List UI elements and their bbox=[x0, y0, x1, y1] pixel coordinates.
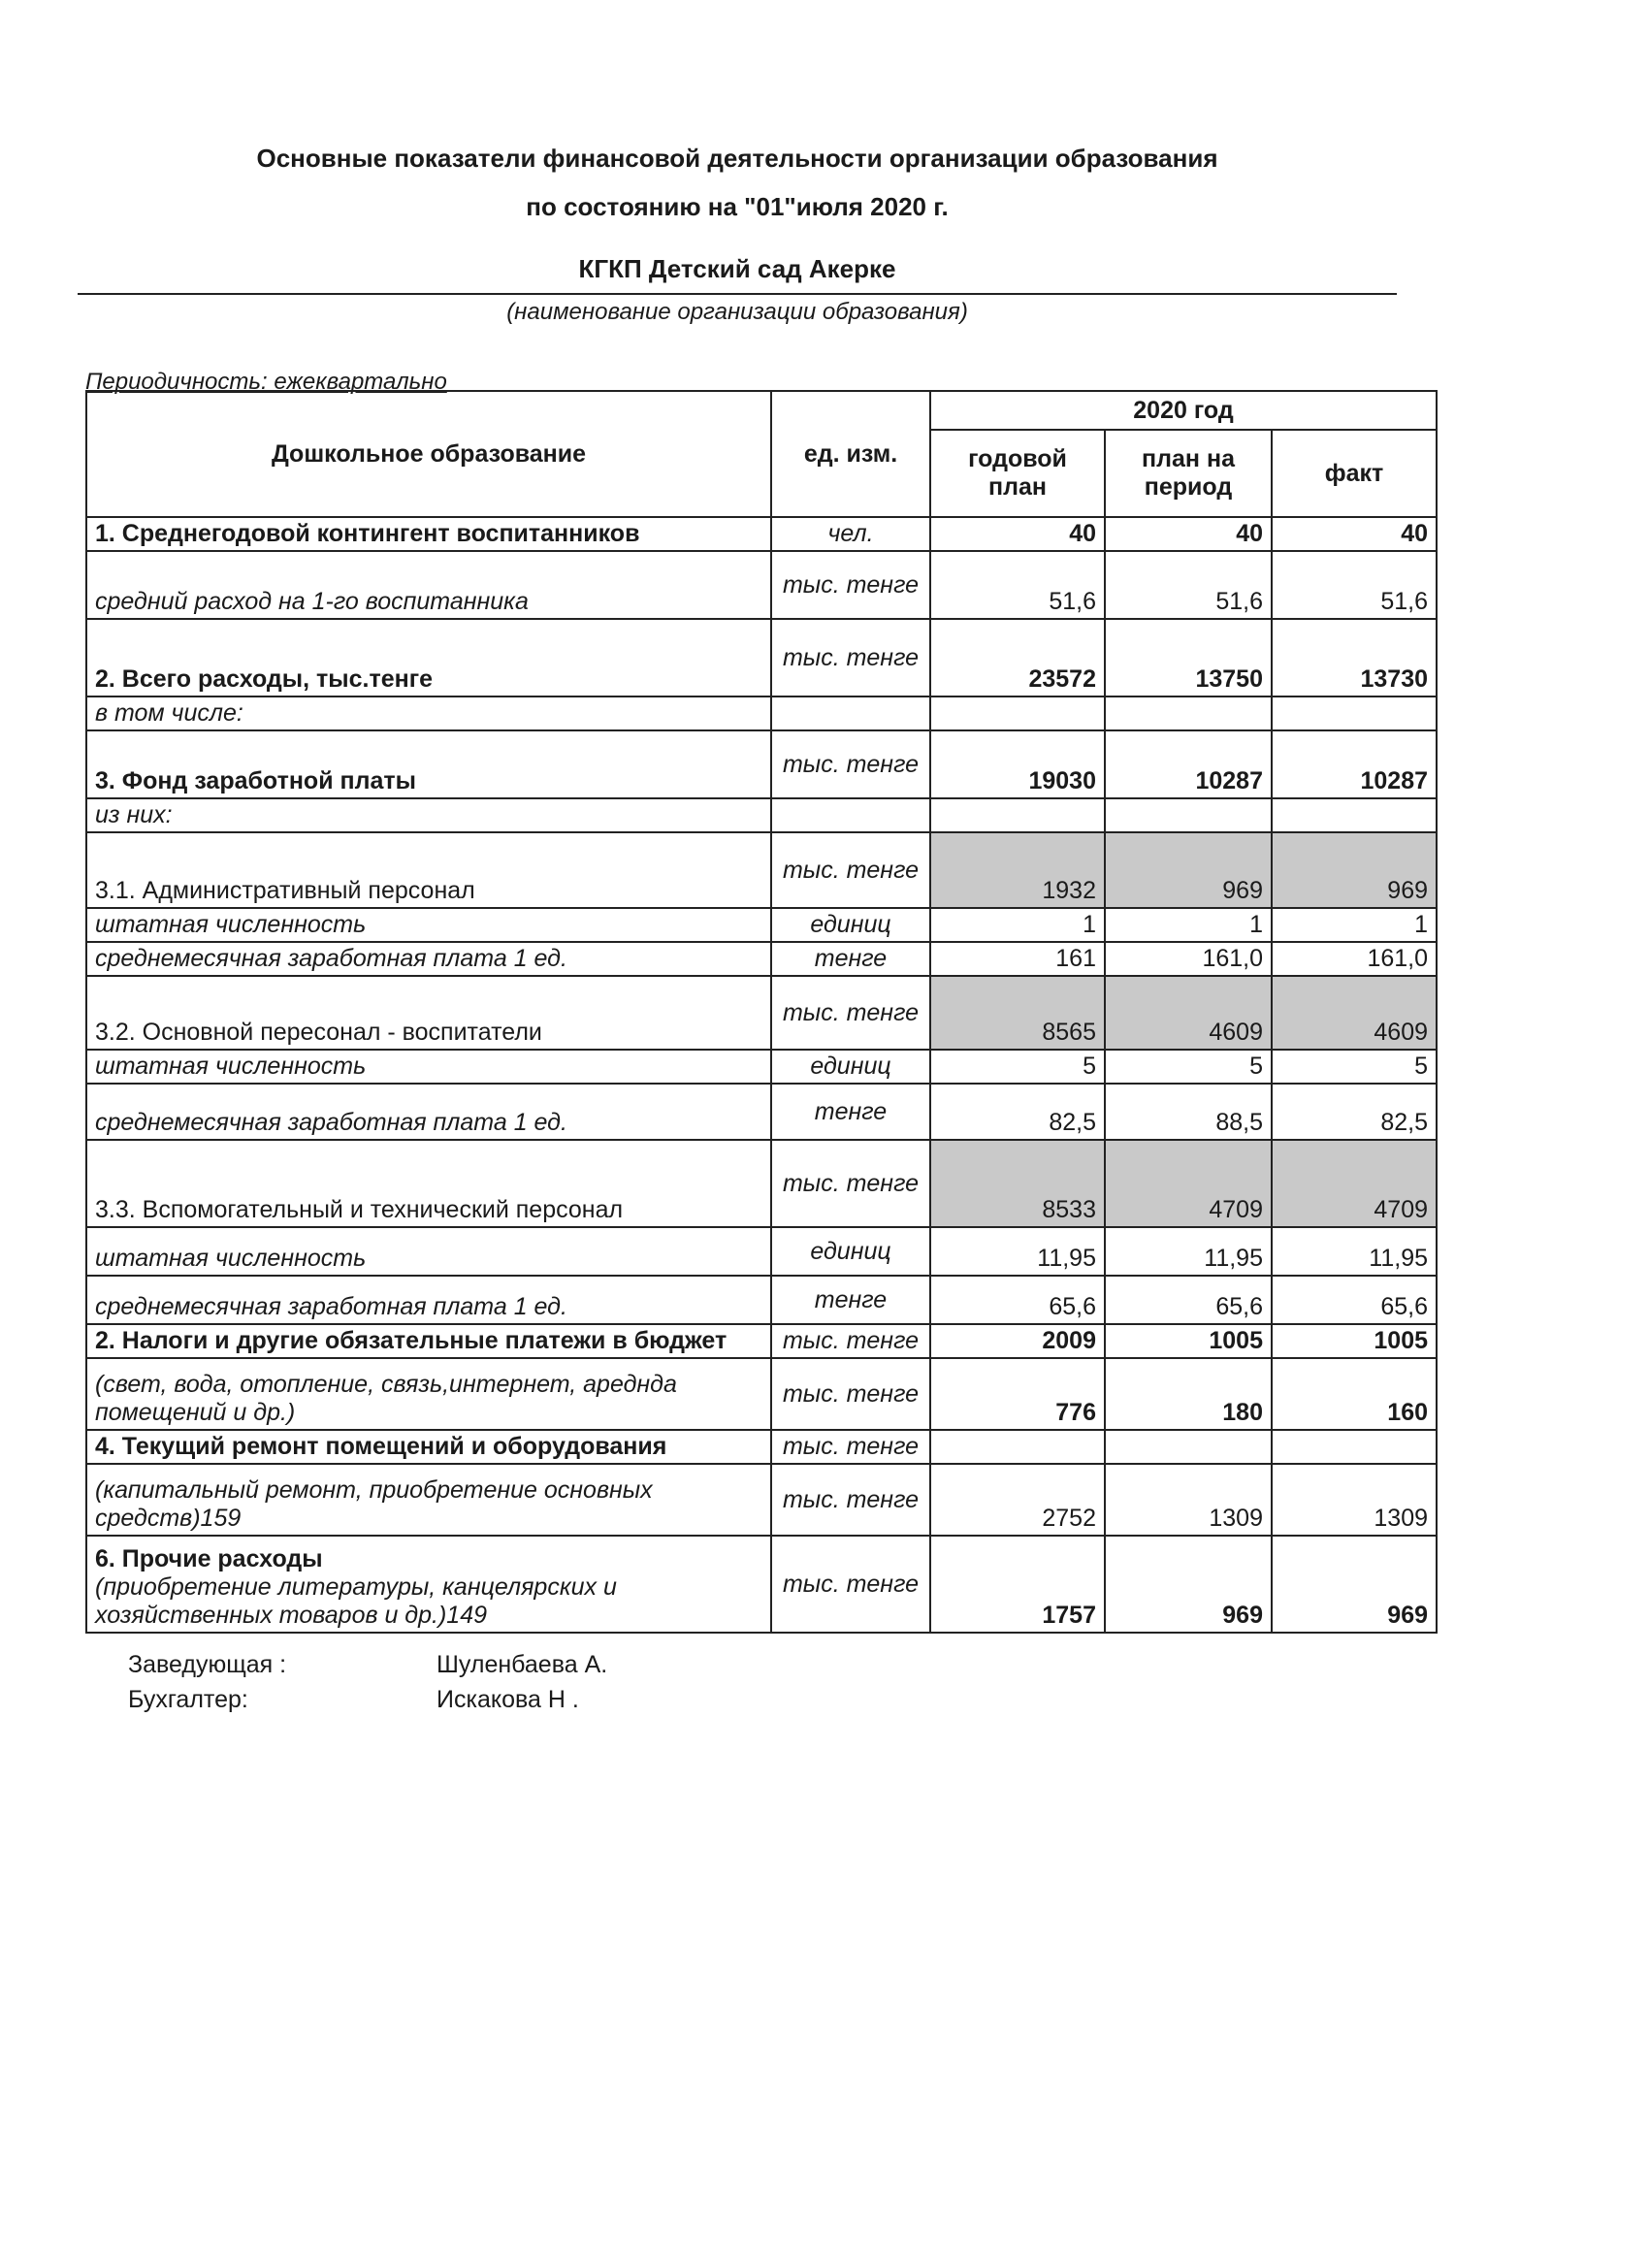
row-fact: 1005 bbox=[1272, 1324, 1437, 1358]
row-annual: 1 bbox=[930, 908, 1105, 942]
row-annual: 82,5 bbox=[930, 1084, 1105, 1140]
row-unit: чел. bbox=[771, 517, 930, 551]
row-annual: 2009 bbox=[930, 1324, 1105, 1358]
row-fact bbox=[1272, 798, 1437, 832]
header-year: 2020 год bbox=[930, 391, 1437, 430]
table-row bbox=[86, 1084, 1437, 1140]
periodicity: Периодичность: ежеквартально bbox=[85, 369, 447, 395]
row-fact: 160 bbox=[1272, 1358, 1437, 1430]
row-period: 180 bbox=[1105, 1358, 1272, 1430]
row-annual: 19030 bbox=[930, 730, 1105, 798]
row-label-sub: (приобретение литературы, канцелярских и хозяйственных товаров и др.)149 bbox=[95, 1573, 617, 1629]
row-fact: 40 bbox=[1272, 517, 1437, 551]
row-label: 1. Среднегодовой контингент воспитанников bbox=[86, 517, 771, 551]
row-unit: тыс. тенге bbox=[771, 619, 930, 697]
row-fact: 65,6 bbox=[1272, 1276, 1437, 1324]
row-period: 969 bbox=[1105, 1536, 1272, 1633]
row-period: 51,6 bbox=[1105, 551, 1272, 619]
header-fact: факт bbox=[1272, 430, 1437, 517]
row-period: 1005 bbox=[1105, 1324, 1272, 1358]
report-title: Основные показатели финансовой деятельности организации образования bbox=[256, 144, 1218, 173]
table-row bbox=[86, 551, 1437, 619]
row-label: среднемесячная заработная плата 1 ед. bbox=[86, 942, 771, 976]
table-row bbox=[86, 976, 1437, 1050]
row-period: 4609 bbox=[1105, 976, 1272, 1050]
row-period: 65,6 bbox=[1105, 1276, 1272, 1324]
row-label: 2. Всего расходы, тыс.тенге bbox=[86, 619, 771, 697]
row-unit: тыс. тенге bbox=[771, 551, 930, 619]
row-period: 40 bbox=[1105, 517, 1272, 551]
table-row bbox=[86, 1536, 1437, 1633]
row-fact: 969 bbox=[1272, 1536, 1437, 1633]
row-label: 3.2. Основной пересонал - воспитатели bbox=[86, 976, 771, 1050]
row-period: 88,5 bbox=[1105, 1084, 1272, 1140]
organization-caption: (наименование организации образования) bbox=[506, 299, 968, 325]
row-label: штатная численность bbox=[86, 1050, 771, 1084]
table-row bbox=[86, 1464, 1437, 1536]
row-period bbox=[1105, 697, 1272, 730]
signatures-block bbox=[128, 1647, 607, 1717]
header-section: Дошкольное образование bbox=[86, 391, 771, 517]
table-row bbox=[86, 697, 1437, 730]
row-period bbox=[1105, 1430, 1272, 1464]
row-label: в том числе: bbox=[86, 697, 771, 730]
row-period: 1309 bbox=[1105, 1464, 1272, 1536]
row-fact: 51,6 bbox=[1272, 551, 1437, 619]
signature-row bbox=[128, 1647, 607, 1682]
table-row bbox=[86, 1276, 1437, 1324]
row-label: 4. Текущий ремонт помещений и оборудования bbox=[86, 1430, 771, 1464]
row-unit: тенге bbox=[771, 1084, 930, 1140]
row-label bbox=[86, 1536, 771, 1633]
organization-name: КГКП Детский сад Акерке bbox=[578, 254, 896, 283]
row-unit: тыс. тенге bbox=[771, 1464, 930, 1536]
row-annual: 161 bbox=[930, 942, 1105, 976]
row-annual: 8565 bbox=[930, 976, 1105, 1050]
row-label-main: 6. Прочие расходы bbox=[95, 1545, 323, 1572]
table-row bbox=[86, 517, 1437, 551]
row-period: 4709 bbox=[1105, 1140, 1272, 1227]
table-row bbox=[86, 1324, 1437, 1358]
signature-name: Шуленбаева А. bbox=[436, 1651, 608, 1678]
row-annual: 5 bbox=[930, 1050, 1105, 1084]
row-fact: 11,95 bbox=[1272, 1227, 1437, 1276]
row-period: 969 bbox=[1105, 832, 1272, 908]
row-period: 11,95 bbox=[1105, 1227, 1272, 1276]
row-unit: тыс. тенге bbox=[771, 1324, 930, 1358]
row-annual bbox=[930, 697, 1105, 730]
row-annual bbox=[930, 1430, 1105, 1464]
row-label: среднемесячная заработная плата 1 ед. bbox=[86, 1084, 771, 1140]
table-row bbox=[86, 798, 1437, 832]
table-row bbox=[86, 1140, 1437, 1227]
signature-role: Заведующая : bbox=[128, 1651, 287, 1678]
row-label: 3.1. Административный персонал bbox=[86, 832, 771, 908]
row-annual: 1757 bbox=[930, 1536, 1105, 1633]
row-unit: единиц bbox=[771, 1227, 930, 1276]
row-unit: тыс. тенге bbox=[771, 976, 930, 1050]
table-row bbox=[86, 730, 1437, 798]
row-annual: 23572 bbox=[930, 619, 1105, 697]
row-label: средний расход на 1-го воспитанника bbox=[86, 551, 771, 619]
header-period-plan: план на период bbox=[1105, 430, 1272, 517]
row-annual: 11,95 bbox=[930, 1227, 1105, 1276]
indicators-table bbox=[85, 390, 1438, 1634]
row-fact: 10287 bbox=[1272, 730, 1437, 798]
signature-name: Искакова Н . bbox=[436, 1686, 579, 1713]
row-label: 2. Налоги и другие обязательные платежи в бюджет bbox=[86, 1324, 771, 1358]
row-label: 3.3. Вспомогательный и технический персонал bbox=[86, 1140, 771, 1227]
table-row bbox=[86, 1358, 1437, 1430]
organization-underline bbox=[78, 293, 1397, 295]
row-fact: 4709 bbox=[1272, 1140, 1437, 1227]
row-unit bbox=[771, 798, 930, 832]
header-unit: ед. изм. bbox=[771, 391, 930, 517]
row-label: (свет, вода, отопление, связь,интернет, ареднда помещений и др.) bbox=[86, 1358, 771, 1430]
organization-block bbox=[78, 254, 1397, 325]
row-period: 10287 bbox=[1105, 730, 1272, 798]
report-date: по состоянию на "01"июля 2020 г. bbox=[526, 192, 949, 221]
row-fact: 969 bbox=[1272, 832, 1437, 908]
row-unit: тыс. тенге bbox=[771, 1536, 930, 1633]
row-annual: 40 bbox=[930, 517, 1105, 551]
row-period bbox=[1105, 798, 1272, 832]
header-annual-plan: годовой план bbox=[930, 430, 1105, 517]
row-unit: тыс. тенге bbox=[771, 1430, 930, 1464]
row-label: 3. Фонд заработной платы bbox=[86, 730, 771, 798]
row-fact: 5 bbox=[1272, 1050, 1437, 1084]
row-label: штатная численность bbox=[86, 1227, 771, 1276]
row-annual bbox=[930, 798, 1105, 832]
row-annual: 51,6 bbox=[930, 551, 1105, 619]
row-annual: 8533 bbox=[930, 1140, 1105, 1227]
row-annual: 1932 bbox=[930, 832, 1105, 908]
row-fact bbox=[1272, 697, 1437, 730]
table-row bbox=[86, 619, 1437, 697]
row-annual: 2752 bbox=[930, 1464, 1105, 1536]
table-row bbox=[86, 942, 1437, 976]
row-label: из них: bbox=[86, 798, 771, 832]
row-fact bbox=[1272, 1430, 1437, 1464]
row-period: 5 bbox=[1105, 1050, 1272, 1084]
table-row bbox=[86, 1050, 1437, 1084]
table-row bbox=[86, 832, 1437, 908]
table-row bbox=[86, 908, 1437, 942]
row-unit: единиц bbox=[771, 1050, 930, 1084]
row-unit: тыс. тенге bbox=[771, 1358, 930, 1430]
row-label: среднемесячная заработная плата 1 ед. bbox=[86, 1276, 771, 1324]
row-unit bbox=[771, 697, 930, 730]
row-label: штатная численность bbox=[86, 908, 771, 942]
table-row bbox=[86, 1227, 1437, 1276]
row-fact: 4609 bbox=[1272, 976, 1437, 1050]
row-annual: 776 bbox=[930, 1358, 1105, 1430]
row-unit: единиц bbox=[771, 908, 930, 942]
row-annual: 65,6 bbox=[930, 1276, 1105, 1324]
row-label: (капитальный ремонт, приобретение основных средств)159 bbox=[86, 1464, 771, 1536]
row-unit: тенге bbox=[771, 1276, 930, 1324]
row-unit: тыс. тенге bbox=[771, 1140, 930, 1227]
table-row bbox=[86, 1430, 1437, 1464]
row-fact: 1 bbox=[1272, 908, 1437, 942]
row-fact: 161,0 bbox=[1272, 942, 1437, 976]
signature-row bbox=[128, 1682, 607, 1717]
row-fact: 13730 bbox=[1272, 619, 1437, 697]
row-unit: тыс. тенге bbox=[771, 730, 930, 798]
row-period: 161,0 bbox=[1105, 942, 1272, 976]
row-fact: 82,5 bbox=[1272, 1084, 1437, 1140]
signature-role: Бухгалтер: bbox=[128, 1686, 248, 1713]
row-unit: тыс. тенге bbox=[771, 832, 930, 908]
row-period: 1 bbox=[1105, 908, 1272, 942]
row-unit: тенге bbox=[771, 942, 930, 976]
row-fact: 1309 bbox=[1272, 1464, 1437, 1536]
row-period: 13750 bbox=[1105, 619, 1272, 697]
